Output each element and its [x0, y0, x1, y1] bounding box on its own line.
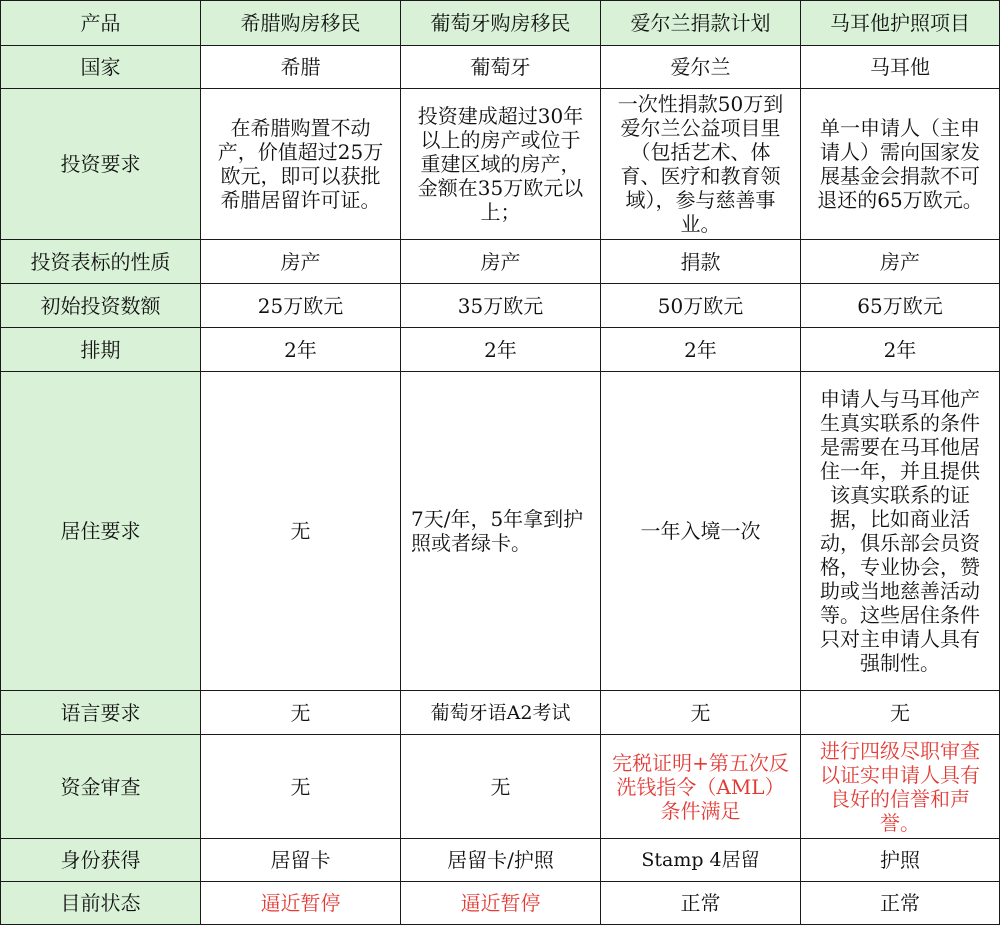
status-badge: 逼近暂停	[201, 882, 401, 925]
table-cell: 申请人与马耳他产生真实联系的条件是需要在马耳他居住一年，并且提供该真实联系的证据，比如商业活动，俱乐部会员资格，专业协会，赞助或当地慈善活动等。这些居住条件只对主申请人具有强制性。	[801, 372, 1000, 691]
table-cell: 完税证明+第五次反洗钱指令（AML）条件满足	[601, 735, 801, 839]
table-cell: 在希腊购置不动产，价值超过25万欧元，即可以获批希腊居留许可证。	[201, 89, 401, 240]
table-cell: 投资建成超过30年以上的房产或位于重建区域的房产，金额在35万欧元以上；	[401, 89, 601, 240]
table-cell: 2年	[201, 328, 401, 372]
table-cell: 2年	[601, 328, 801, 372]
table-cell: 进行四级尽职审查以证实申请人具有良好的信誉和声誉。	[801, 735, 1000, 839]
table-cell: 房产	[401, 240, 601, 284]
row-investment-requirement	[1, 89, 1000, 240]
table-cell: 房产	[201, 240, 401, 284]
header-greece: 希腊购房移民	[201, 1, 401, 46]
row-language-requirement	[1, 691, 1000, 735]
table-cell: 无	[401, 735, 601, 839]
table-cell: 葡萄牙语A2考试	[401, 691, 601, 735]
table-cell: 一次性捐款50万到爱尔兰公益项目里（包括艺术、体育、医疗和教育领域），参与慈善事业。	[601, 89, 801, 240]
row-label: 语言要求	[1, 691, 201, 735]
header-product-label: 产品	[1, 1, 201, 46]
table-cell: 护照	[801, 839, 1000, 882]
header-malta: 马耳他护照项目	[801, 1, 1000, 46]
row-label: 投资表标的性质	[1, 240, 201, 284]
table-cell: 无	[801, 691, 1000, 735]
row-label: 国家	[1, 46, 201, 89]
row-current-status	[1, 882, 1000, 925]
status-badge: 正常	[801, 882, 1000, 925]
table-cell: 2年	[801, 328, 1000, 372]
row-label: 身份获得	[1, 839, 201, 882]
row-funds-review	[1, 735, 1000, 839]
table-cell: 无	[201, 735, 401, 839]
table-cell: 65万欧元	[801, 284, 1000, 328]
table-cell: 居留卡	[201, 839, 401, 882]
row-country	[1, 46, 1000, 89]
table-cell: 居留卡/护照	[401, 839, 601, 882]
row-schedule	[1, 328, 1000, 372]
table-cell: 马耳他	[801, 46, 1000, 89]
table-cell: 葡萄牙	[401, 46, 601, 89]
table-cell: 单一申请人（主申请人）需向国家发展基金会捐款不可退还的65万欧元。	[801, 89, 1000, 240]
row-residence-requirement	[1, 372, 1000, 691]
row-label: 居住要求	[1, 372, 201, 691]
table-cell: 捐款	[601, 240, 801, 284]
row-label: 投资要求	[1, 89, 201, 240]
row-investment-type	[1, 240, 1000, 284]
table-cell: 一年入境一次	[601, 372, 801, 691]
status-badge: 正常	[601, 882, 801, 925]
table-cell: 25万欧元	[201, 284, 401, 328]
row-label: 初始投资数额	[1, 284, 201, 328]
row-label: 排期	[1, 328, 201, 372]
table-cell: 无	[201, 691, 401, 735]
table-cell: Stamp 4居留	[601, 839, 801, 882]
table-cell: 无	[201, 372, 401, 691]
row-status-obtained	[1, 839, 1000, 882]
row-label: 目前状态	[1, 882, 201, 925]
table-cell: 2年	[401, 328, 601, 372]
table-cell: 35万欧元	[401, 284, 601, 328]
table-cell: 房产	[801, 240, 1000, 284]
status-badge: 逼近暂停	[401, 882, 601, 925]
table-cell: 50万欧元	[601, 284, 801, 328]
header-portugal: 葡萄牙购房移民	[401, 1, 601, 46]
header-row	[1, 1, 1000, 46]
row-initial-amount	[1, 284, 1000, 328]
table-cell: 7天/年，5年拿到护照或者绿卡。	[401, 372, 601, 691]
table-cell: 无	[601, 691, 801, 735]
row-label: 资金审查	[1, 735, 201, 839]
table-cell: 爱尔兰	[601, 46, 801, 89]
table-cell: 希腊	[201, 46, 401, 89]
header-ireland: 爱尔兰捐款计划	[601, 1, 801, 46]
